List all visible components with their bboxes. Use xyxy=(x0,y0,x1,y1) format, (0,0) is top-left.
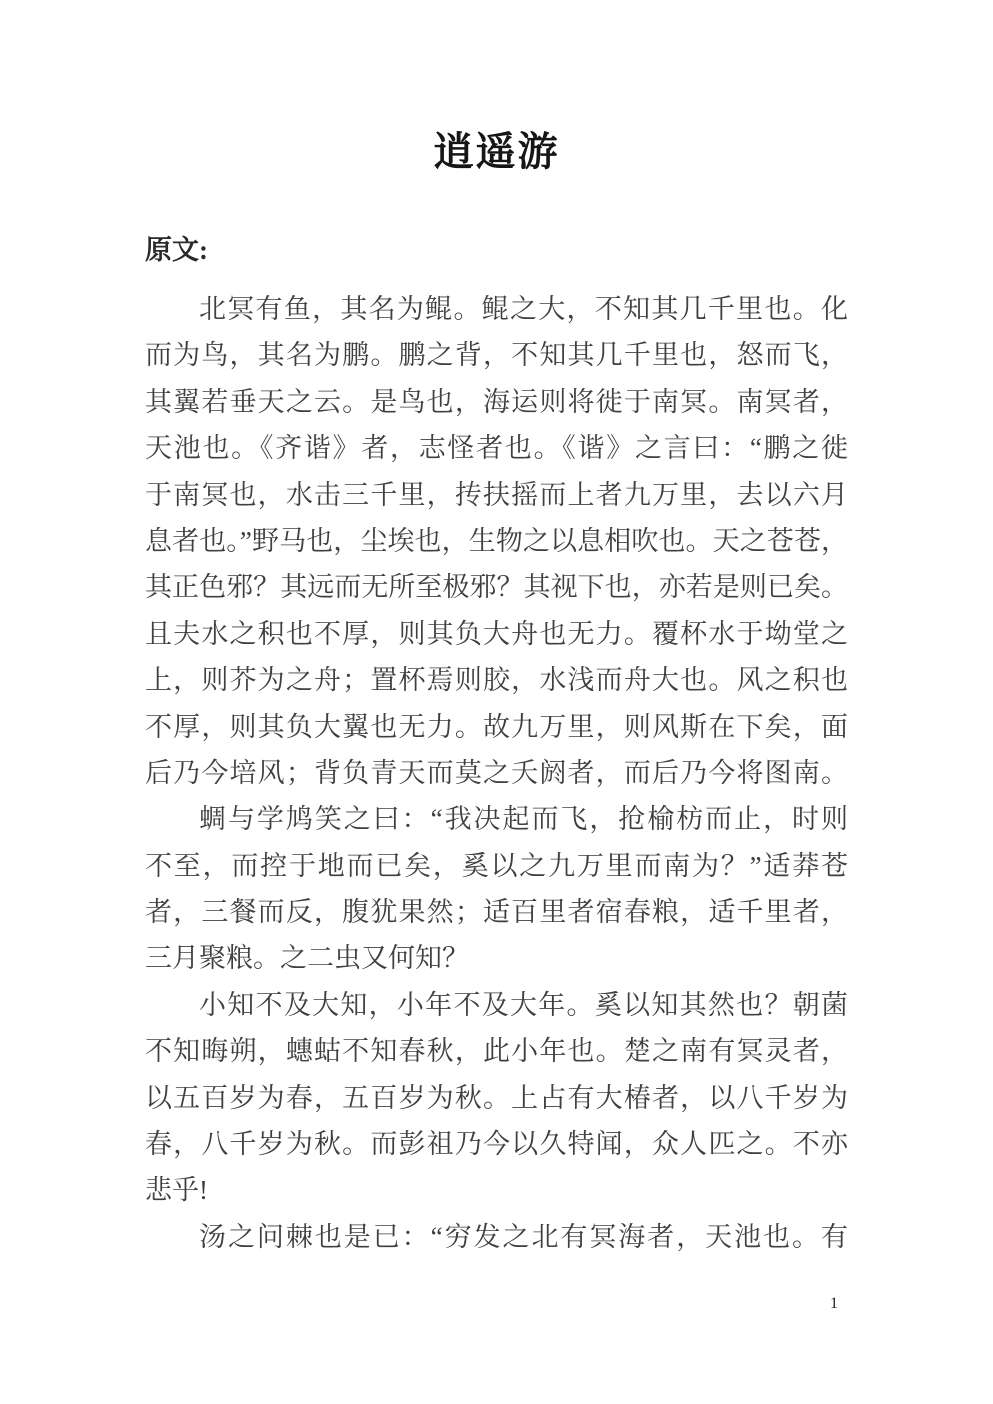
text-line: 于南冥也，水击三千里，抟扶摇而上者九万里，去以六月 xyxy=(145,479,848,510)
text-line: 汤之问棘也是已：“穷发之北有冥海者，天池也。有 xyxy=(199,1221,848,1252)
text-line: 三月聚粮。之二虫又何知？ xyxy=(145,943,469,974)
document-body xyxy=(145,286,848,1260)
section-label: 原文: xyxy=(145,235,208,265)
text-line: 天池也。《齐谐》者，志怪者也。《谐》之言曰：“鹏之徙 xyxy=(145,433,848,464)
text-line: 后乃今培风；背负青天而莫之夭阏者，而后乃今将图南。 xyxy=(145,757,848,788)
text-line: 上，则芥为之舟；置杯焉则胶，水浅而舟大也。风之积也 xyxy=(145,665,848,696)
text-line: 其正色邪？其远而无所至极邪？其视下也，亦若是则已矣。 xyxy=(145,572,848,603)
document-title: 逍遥游 xyxy=(433,129,560,174)
text-line: 小知不及大知，小年不及大年。奚以知其然也？朝菌 xyxy=(199,989,848,1020)
text-line: 以五百岁为春，五百岁为秋。上占有大椿者，以八千岁为 xyxy=(145,1082,848,1113)
text-line: 息者也。”野马也，尘埃也，生物之以息相吹也。天之苍苍， xyxy=(145,525,848,556)
text-line: 蜩与学鸠笑之曰：“我决起而飞，抢榆枋而止，时则 xyxy=(199,804,848,835)
text-line: 者，三餐而反，腹犹果然；适百里者宿春粮，适千里者， xyxy=(145,897,848,928)
text-line: 春，八千岁为秋。而彭祖乃今以久特闻，众人匹之。不亦 xyxy=(145,1129,848,1160)
text-line: 不厚，则其负大翼也无力。故九万里，则风斯在下矣，面 xyxy=(145,711,848,742)
text-line: 而为鸟，其名为鹏。鹏之背，不知其几千里也，怒而飞， xyxy=(145,340,848,371)
text-line: 其翼若垂天之云。是鸟也，海运则将徙于南冥。南冥者， xyxy=(145,386,848,417)
page-number: 1 xyxy=(830,1295,838,1312)
text-line: 不知晦朔，蟪蛄不知春秋，此小年也。楚之南有冥灵者， xyxy=(145,1036,848,1067)
text-line: 悲乎! xyxy=(145,1175,208,1206)
text-line: 且夫水之积也不厚，则其负大舟也无力。覆杯水于坳堂之 xyxy=(145,618,848,649)
text-line: 不至，而控于地而已矣，奚以之九万里而南为？”适莽苍 xyxy=(145,850,848,881)
text-line: 北冥有鱼，其名为鲲。鲲之大，不知其几千里也。化 xyxy=(199,294,848,324)
